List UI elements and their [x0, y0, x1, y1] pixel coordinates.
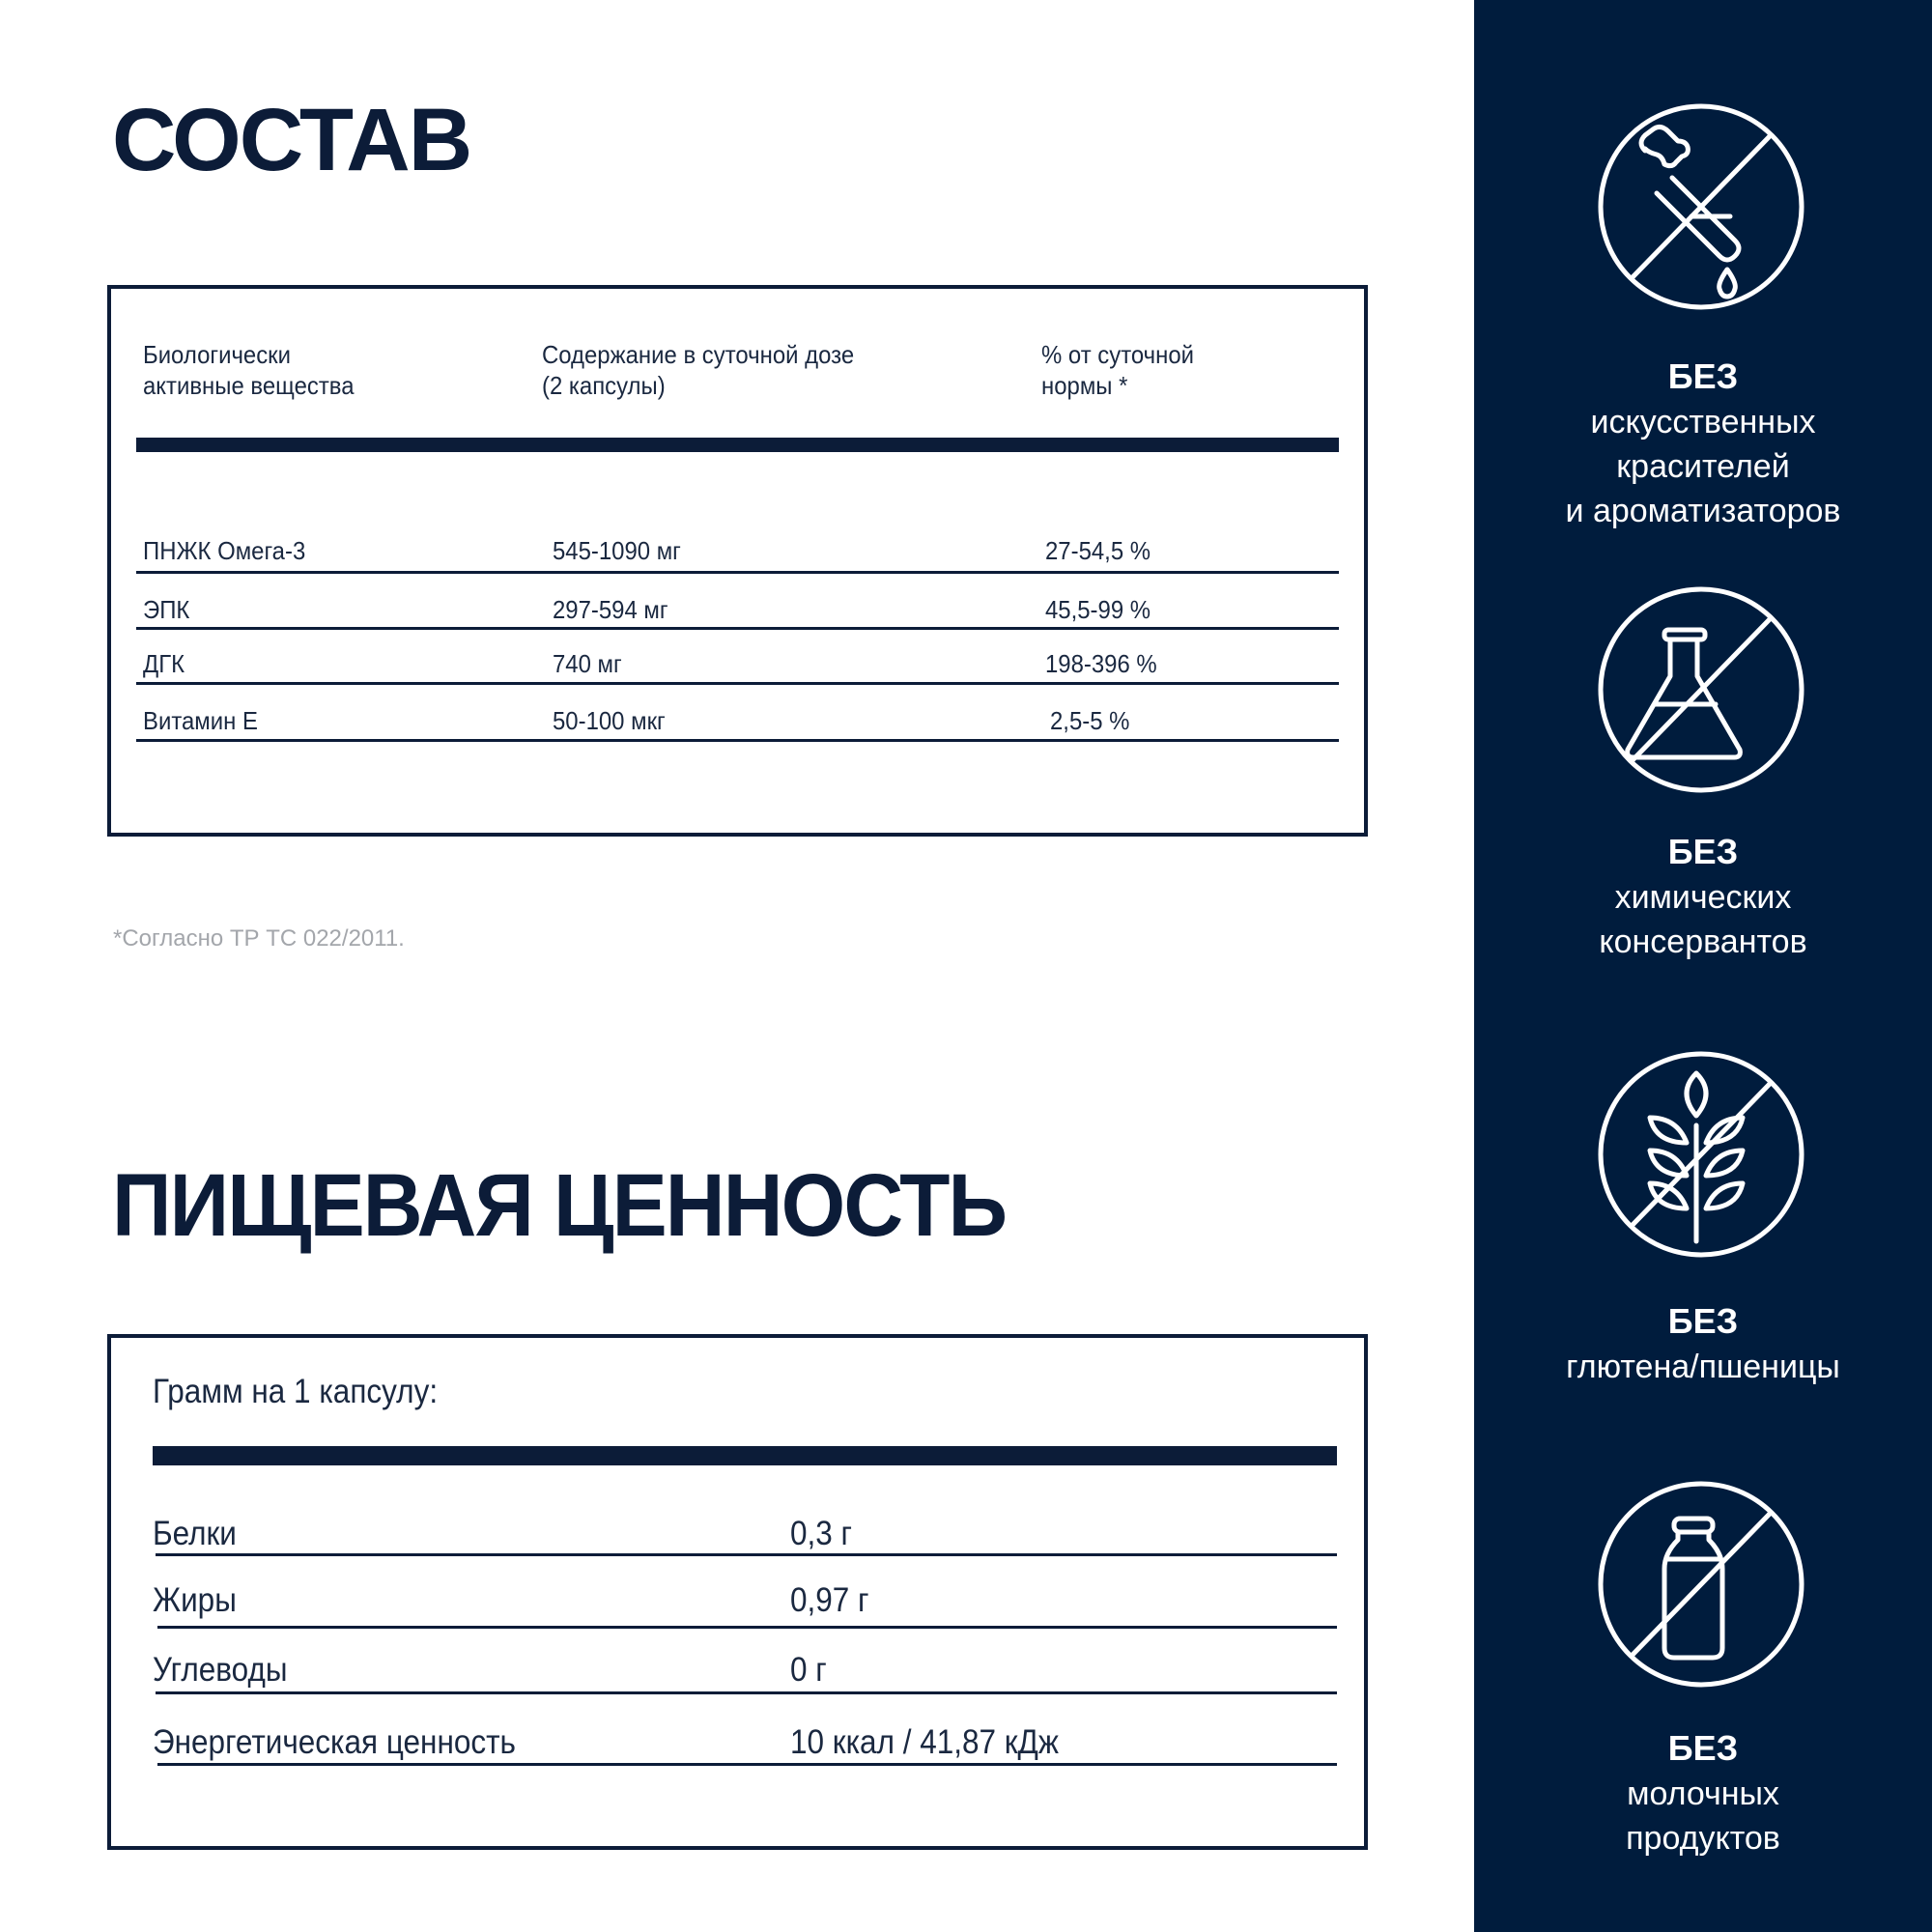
feature-2-line1: химических	[1614, 879, 1792, 916]
header-col-amount-line1: Содержание в суточной дозе	[542, 340, 855, 369]
row-name: ЭПК	[143, 595, 190, 624]
row-name: Витамин Е	[143, 706, 258, 735]
footnote: *Согласно ТР ТС 022/2011.	[113, 925, 405, 952]
feature-3-strong: БЕЗ	[1667, 1301, 1739, 1341]
row-value: 0,3 г	[790, 1515, 853, 1552]
row-divider	[157, 1763, 1337, 1766]
row-divider	[156, 1691, 1337, 1694]
no-milk-bottle-icon	[1595, 1478, 1807, 1690]
no-dropper-icon	[1595, 100, 1807, 313]
row-divider	[157, 1626, 1337, 1629]
header-col-percent-line2: нормы *	[1041, 371, 1128, 400]
row-amount: 740 мг	[553, 649, 622, 678]
row-value: 10 ккал / 41,87 кДж	[790, 1723, 1059, 1761]
header-col-substances-line1: Биологически	[143, 340, 292, 369]
nutrition-table	[107, 1334, 1368, 1850]
feature-1-line3: и ароматизаторов	[1565, 493, 1841, 529]
row-name: Белки	[153, 1515, 237, 1552]
feature-3-line1: глютена/пшеницы	[1566, 1349, 1840, 1385]
row-amount: 297-594 мг	[553, 595, 668, 624]
header-col-percent-line1: % от суточной	[1041, 340, 1195, 369]
nutrition-subtitle: Грамм на 1 капсулу:	[153, 1373, 439, 1410]
row-divider	[136, 739, 1339, 742]
row-amount: 50-100 мкг	[553, 706, 666, 735]
feature-2-strong: БЕЗ	[1667, 832, 1739, 871]
row-value: 0 г	[790, 1651, 827, 1689]
no-wheat-icon	[1595, 1048, 1807, 1261]
row-amount: 545-1090 мг	[553, 536, 681, 565]
row-percent: 198-396 %	[1045, 649, 1157, 678]
row-divider	[136, 682, 1339, 685]
no-flask-icon	[1595, 583, 1807, 796]
feature-2-line2: консервантов	[1599, 923, 1807, 960]
row-percent: 27-54,5 %	[1045, 536, 1151, 565]
row-divider	[136, 627, 1339, 630]
feature-1-line1: искусственных	[1590, 404, 1816, 440]
row-percent: 2,5-5 %	[1050, 706, 1130, 735]
row-divider	[136, 571, 1339, 574]
header-col-substances-line2: активные вещества	[143, 371, 355, 400]
row-name: ПНЖК Омега-3	[143, 536, 306, 565]
row-name: Жиры	[153, 1581, 237, 1619]
nutrition-divider-bar	[153, 1446, 1337, 1465]
row-divider	[156, 1553, 1337, 1556]
feature-4-strong: БЕЗ	[1667, 1728, 1739, 1768]
composition-title: СОСТАВ	[112, 91, 471, 189]
header-divider-bar	[136, 438, 1339, 452]
row-name: Углеводы	[153, 1651, 288, 1689]
row-name: Энергетическая ценность	[153, 1723, 516, 1761]
header-col-amount-line2: (2 капсулы)	[542, 371, 666, 400]
feature-1-strong: БЕЗ	[1667, 356, 1739, 396]
feature-1-line2: красителей	[1616, 448, 1790, 485]
features-sidebar	[1474, 0, 1932, 1932]
row-value: 0,97 г	[790, 1581, 869, 1619]
row-name: ДГК	[143, 649, 185, 678]
nutrition-title: ПИЩЕВАЯ ЦЕННОСТЬ	[112, 1156, 1007, 1255]
feature-4-line2: продуктов	[1626, 1820, 1780, 1857]
feature-4-line1: молочных	[1627, 1776, 1779, 1812]
row-percent: 45,5-99 %	[1045, 595, 1151, 624]
